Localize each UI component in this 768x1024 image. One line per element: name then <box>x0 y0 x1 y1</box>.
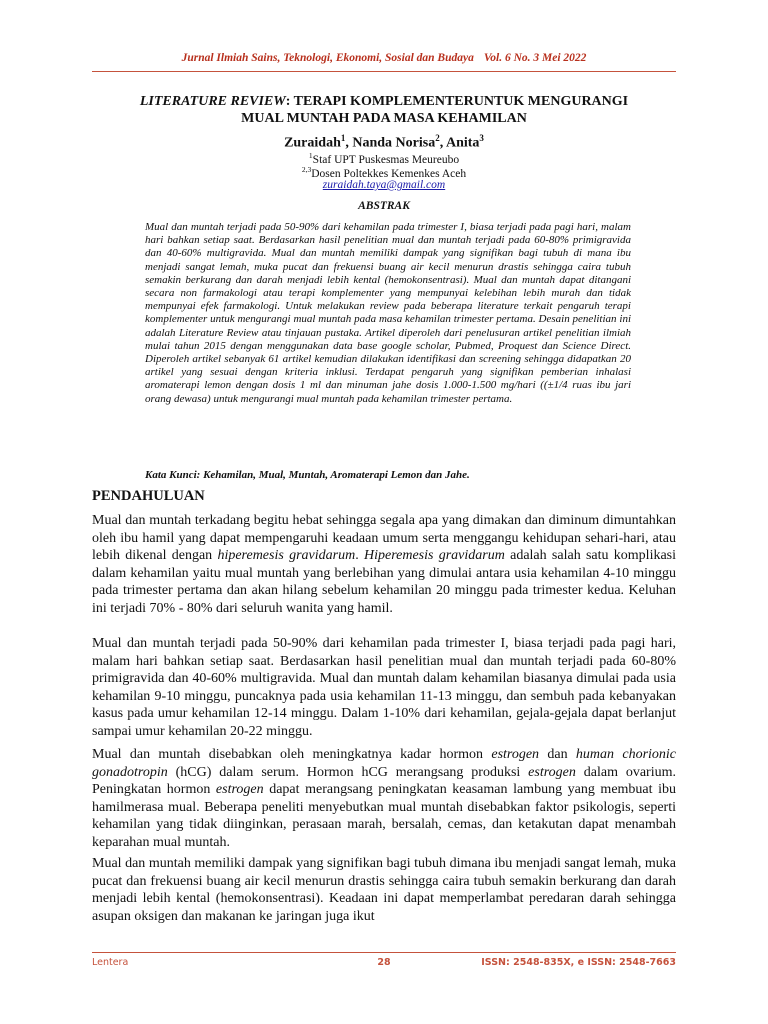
author-sep: , <box>439 135 446 151</box>
p1-term: hiperemesis gravidarum <box>217 548 356 564</box>
p3-term: estrogen <box>215 782 264 798</box>
p3-text: dapat merangsang peningkatan keasaman lambung yang membuat ibu hamilmerasa mual. Beberapa peneliti menyebutkan mual muntah disebabkan faktor psikologis, seperti kehamilan yang tidak diinginkan, perasaan marah, bersalah, cemas, dan ketakutan dapat menambah keparahan mual muntah. <box>92 782 676 850</box>
p1-term: Hiperemesis gravidarum <box>363 548 505 564</box>
title-line1: : TERAPI KOMPLEMENTERUNTUK MENGURANGI <box>285 94 629 109</box>
paragraph-1 <box>92 512 676 618</box>
page-footer <box>92 957 676 971</box>
aff2-text: Dosen Poltekkes Kemenkes Aceh <box>311 167 467 180</box>
journal-header <box>0 52 768 64</box>
email-link[interactable]: zuraidah.taya@gmail.com <box>322 179 446 191</box>
section-heading: PENDAHULUAN <box>92 488 205 504</box>
title-italic: LITERATURE REVIEW <box>139 94 286 109</box>
affiliation-1 <box>92 151 676 166</box>
author-3: Anita <box>445 135 480 151</box>
aff2-sup: 2,3 <box>301 165 312 174</box>
journal-volume: Vol. 6 No. 3 Mei 2022 <box>483 52 587 64</box>
paragraph-4: Mual dan muntah memiliki dampak yang signifikan bagi tubuh dimana ibu menjadi sangat lemah, muka pucat dan frekuensi buang air kecil menurun drastis sehingga caira tubuh semakin berkurang dan darah menjadi lebih kental (hemokonsentrasi). Keadaan ini dapat memperlambat peredaran darah sehingga asupan oksigen dan makanan ke jaringan juga ikut <box>92 856 676 924</box>
author-sep: , <box>345 135 353 151</box>
keywords: Kata Kunci: Kehamilan, Mual, Muntah, Aromaterapi Lemon dan Jahe. <box>145 469 470 481</box>
paragraph-2: Mual dan muntah terjadi pada 50-90% dari kehamilan pada trimester I, biasa terjadi pada pagi hari, malam hari bahkan setiap saat. Berdasarkan hasil penelitian mual dan muntah terjadi pada 60-80% primigravida dan 40-60% multigravida. Mual dan muntah dalam kehamilan biasanya dimulai pada usia kehamilan 9-10 minggu, puncaknya pada usia kehamilan 11-13 minggu, dan sembuh pada kebanyakan kasus pada umur kehamilan 12-14 minggu. Dalam 1-10% dari kehamilan, gejala-gejala dapat berlanjut sampai umur kehamilan 20-22 minggu. <box>92 636 676 739</box>
paper-title <box>92 94 676 127</box>
footer-rule <box>92 952 676 953</box>
p1-text: Mual dan muntah terkadang begitu hebat sehingga segala apa yang dimakan dan diminum dimuntahkan oleh ibu hamil yang dapat mempengaruhi keadaan umum serta menggangu kehidupan sehari-hari, atau lebih dikenal dengan <box>92 513 676 564</box>
p3-text: dan <box>539 747 576 762</box>
footer-issn: ISSN: 2548-835X, e ISSN: 2548-7663 <box>481 957 676 968</box>
author-1: Zuraidah <box>284 135 341 151</box>
p3-term: human chorionic gonadotropin <box>92 747 677 780</box>
author-1-sup: 1 <box>340 133 346 143</box>
abstract-heading: ABSTRAK <box>358 200 410 212</box>
p1-text: . <box>355 548 364 564</box>
author-3-sup: 3 <box>479 133 484 143</box>
author-list <box>92 133 676 152</box>
paragraph-3 <box>92 746 676 852</box>
page-number: 28 <box>377 957 391 968</box>
aff1-text: Staf UPT Puskesmas Meureubo <box>312 153 460 166</box>
header-rule <box>92 71 676 72</box>
p3-term: estrogen <box>528 764 576 780</box>
author-2: Nanda Norisa <box>352 135 436 151</box>
author-2-sup: 2 <box>435 133 440 143</box>
p3-text: (hCG) dalam serum. Hormon hCG merangsang produksi <box>167 764 529 780</box>
author-email <box>92 179 676 191</box>
p3-text: dalam ovarium. Peningkatan hormon <box>92 764 676 798</box>
p3-term: estrogen <box>491 747 540 762</box>
footer-left: Lentera <box>92 957 129 968</box>
title-line2: MUAL MUNTAH PADA MASA KEHAMILAN <box>241 110 527 126</box>
aff1-sup: 1 <box>308 151 313 160</box>
p3-text: Mual dan muntah disebabkan oleh meningkatnya kadar hormon <box>92 747 492 762</box>
journal-name: Jurnal Ilmiah Sains, Teknologi, Ekonomi, Sosial dan Budaya <box>181 52 474 64</box>
p1-text: adalah salah satu komplikasi dalam kehamilan yaitu mual muntah yang berlebihan yang dimulai antara usia kehamilan 4-10 minggu pada trimester pertama dan akan hilang sebelum kehamilan 20 minggu pada trimester kedua. Keluhan ini terjadi 70% - 80% dari seluruh wanita yang hamil. <box>92 548 677 616</box>
affiliation-2 <box>92 165 676 180</box>
abstract-text: Mual dan muntah terjadi pada 50-90% dari kehamilan pada trimester I, biasa terjadi pada pagi hari, malam hari bahkan setiap saat. Berdasarkan hasil penelitian mual dan muntah terjadi pada 60-80% primigravida dan 40-60% multigravida. Mual dan muntah memiliki dampak yang signifikan bagi tubuh di mana ibu menjadi sangat lemah, muka pucat dan frekuensi buang air kecil menurun drastis sehingga caira tubuh semakin berkurang dan darah menjadi lebih kental (hemokonsentrasi). Mual dan muntah dapat ditangani secara non farmakologi atau terapi komplementer yang mempunyai kelebihan lebih murah dan tidak mempunyai efek farmakologi. Untuk melakukan review pada beberapa literature terkait pengaruh terapi komplementer untuk mengurangi mual muntah pada masa kehamilan trimester pertama. Desain penelitian ini adalah Literature Review atau tinjauan pustaka. Artikel diperoleh dari penelusuran artikel penelitian ilmiah mulai tahun 2015 dengan menggunakan data base google scholar, Pubmed, Proquest dan Science Direct. Diperoleh artikel sebanyak 61 artikel kemudian dilakukan identifikasi dan screening sehingga didapatkan 20 artikel yang sesuai dengan kriteria inklusi. Terdapat pengaruh yang signifikan pemberian inhalasi aromaterapi lemon dengan dosis 1 ml dan minuman jahe dosis 1.000-1.500 mg/hari ((±1/4 ruas ibu jari orang dewasa) untuk mengurangi mual muntah pada kehamilan trimester pertama. <box>145 221 631 405</box>
